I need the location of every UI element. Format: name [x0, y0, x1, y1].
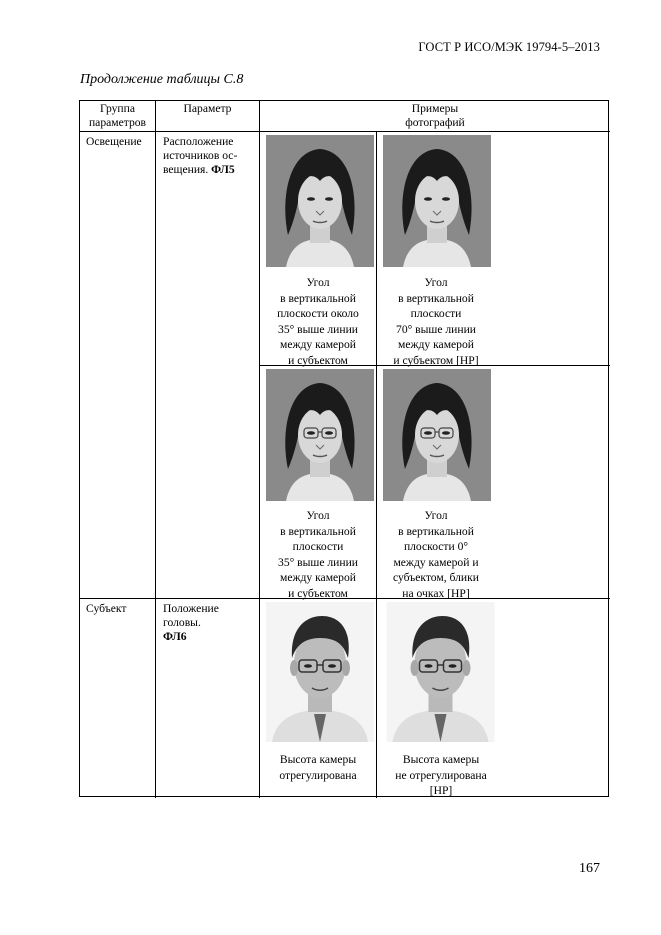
photo-caption [377, 508, 495, 601]
param-line: источников ос- [163, 149, 238, 163]
caption-line: Высота камеры [279, 753, 357, 766]
caption-line: Высота камеры [402, 753, 480, 766]
header-group-line: параметров [88, 116, 147, 130]
face-photo-man-glasses [383, 602, 498, 742]
param-head-position [163, 602, 257, 645]
header-group [80, 102, 155, 130]
param-line [163, 163, 257, 177]
column-divider [259, 101, 260, 798]
face-photo-man-glasses [266, 602, 374, 742]
group-subject: Субъект [86, 602, 127, 615]
caption-line: и субъектом [НР] [393, 353, 479, 367]
caption-line: в вертикальной [280, 524, 356, 538]
photo-caption [260, 508, 376, 601]
caption-line: Угол [424, 276, 448, 289]
header-examples-line: Примеры [411, 102, 459, 115]
header-divider [80, 131, 610, 132]
caption-line: между камерой [398, 338, 474, 351]
parameters-table [79, 100, 609, 797]
param-code: ФЛ6 [163, 630, 187, 644]
header-group-line: Группа [100, 102, 135, 115]
caption-line: между камерой [280, 571, 356, 584]
param-light-position [163, 135, 257, 178]
param-text: вещения. [163, 163, 209, 177]
page-number: 167 [579, 861, 600, 876]
caption-line: и субъектом [288, 353, 348, 367]
group-lighting: Освещение [86, 135, 142, 148]
photo-caption [260, 752, 376, 783]
caption-line: в вертикальной [398, 291, 474, 305]
caption-line: не отрегулирована [395, 768, 487, 782]
face-photo-woman-glasses [266, 369, 374, 501]
param-line: головы. [163, 616, 201, 630]
caption-line: между камерой и [393, 555, 479, 569]
caption-line: Угол [306, 276, 330, 289]
caption-line: на очках [НР] [402, 586, 470, 600]
face-photo-woman [266, 135, 374, 267]
caption-line: отрегулирована [279, 768, 357, 782]
caption-line: плоскости около [277, 307, 359, 320]
header-examples-line: фотографий [405, 116, 465, 130]
standard-header: ГОСТ Р ИСО/МЭК 19794-5–2013 [418, 40, 600, 54]
photo-column-divider [376, 131, 377, 798]
photo-caption [377, 275, 495, 368]
caption-line: в вертикальной [398, 524, 474, 538]
caption-line: между камерой [280, 338, 356, 351]
caption-line: и субъектом [288, 586, 348, 600]
caption-line: Угол [306, 509, 330, 522]
photo-caption [377, 752, 505, 799]
caption-line: [НР] [429, 784, 453, 797]
column-divider [155, 101, 156, 798]
param-line: Положение [163, 602, 219, 615]
caption-line: субъектом, блики [393, 571, 479, 584]
caption-line: 35° выше линии [278, 322, 358, 336]
caption-line: Угол [424, 509, 448, 522]
caption-line: плоскости 0° [403, 540, 469, 553]
param-code: ФЛ5 [211, 163, 235, 177]
table-caption: Продолжение таблицы С.8 [80, 72, 244, 87]
caption-line: плоскости [410, 307, 462, 320]
face-photo-woman [383, 135, 491, 267]
caption-line: 35° выше линии [278, 555, 358, 569]
caption-line: 70° выше линии [396, 322, 476, 336]
param-line: Расположение [163, 135, 234, 148]
photo-caption [260, 275, 376, 368]
header-param: Параметр [183, 102, 232, 115]
caption-line: в вертикальной [280, 291, 356, 305]
caption-line: плоскости [292, 540, 344, 553]
header-examples [260, 102, 610, 130]
face-photo-woman-glasses [383, 369, 491, 501]
